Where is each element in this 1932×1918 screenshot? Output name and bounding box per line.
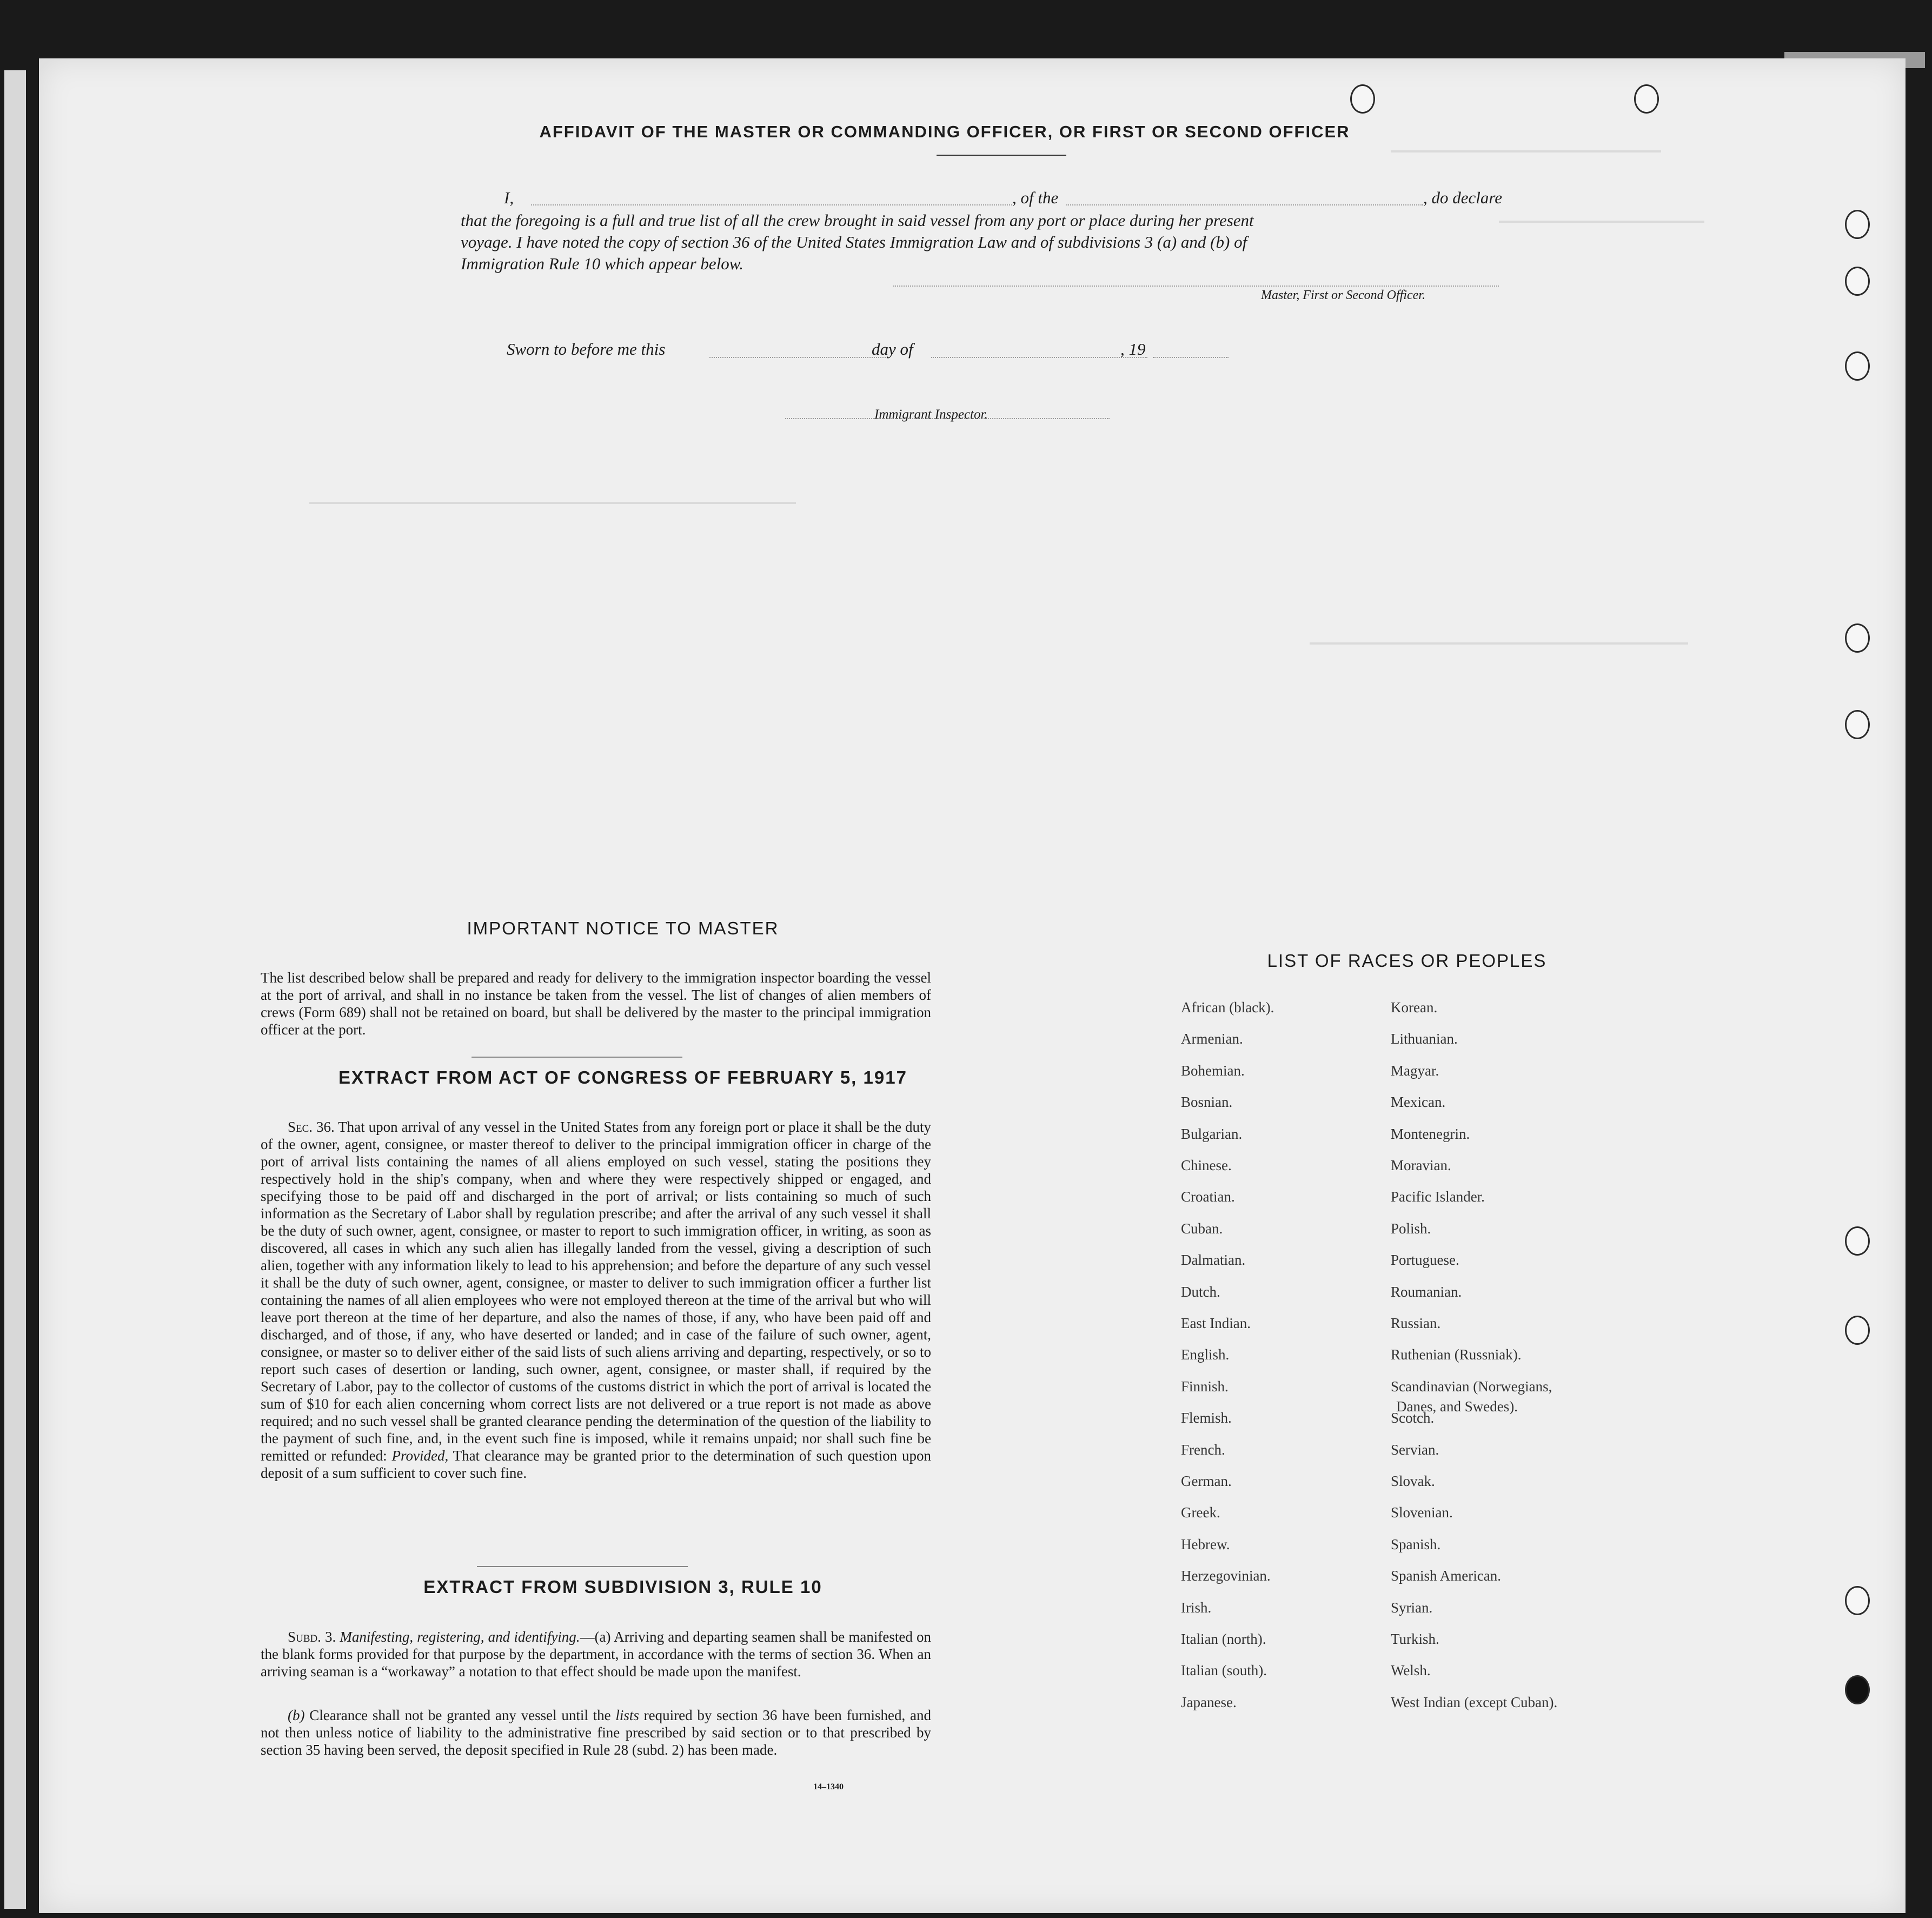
binder-hole [1350, 84, 1375, 114]
sec-36-text: That upon arrival of any vessel in the United States from any foreign port or place it shall be the duty of the owner, agent, consignee, or master thereof to deliver to the principal immigration officer in charge of the port of arrival lists containing the names of all aliens employed on such vessel, stating the positions they respectively hold in the ship's company, when and where they were respectively shipped or engaged, and specifying those to be paid off and discharged in the port of arrival; or lists containing so much of such information as the Secretary of Labor shall by regulation prescribe; and after the arrival of any such vessel it shall be the duty of such owner, agent, consignee, or master to report to such immigration officer, in writing, as soon as discovered, all cases in which any such alien has illegally landed from the vessel, giving a description of such alien, together with any information likely to lead to his apprehension; and before the departure of any such vessel it shall be the duty of such owner, agent, consignee, or master to deliver to such immigration officer a further list containing the names of all alien employees who were not employed thereon at the time of the arrival but who will leave port thereon at the time of her departure, and also the names of those, if any, who have been paid off and discharged, and of those, if any, who have deserted or landed; and in case of the failure of such owner, agent, consignee, or master so to deliver either of the said lists of such aliens arriving and departing, respectively, or so to report such cases of desertion or landing, such owner, agent, consignee, or master shall, if required by the Secretary of Labor, pay to the collector of customs of the customs district in which the port of arrival is located the sum of $10 for each alien concerning whom correct lists are not delivered or a true report is not made as above required; and no such vessel shall be granted clearance pending the determination of the question of the liability to the payment of such fine, and, in the event such fine is imposed, while it remains unpaid; nor shall such fine be remitted or refunded: [261, 1119, 932, 1464]
rule-extract-title: EXTRACT FROM SUBDIVISION 3, RULE 10 [423, 1577, 822, 1597]
races-title: LIST OF RACES OR PEOPLES [1267, 951, 1547, 971]
binder-hole [1845, 1226, 1870, 1256]
race-item: West Indian (except Cuban). [1391, 1694, 1558, 1710]
race-item: Moravian. [1391, 1157, 1451, 1173]
race-item: Armenian. [1181, 1031, 1243, 1047]
rule-para-b [261, 1707, 931, 1758]
sworn-day-blank[interactable] [709, 357, 888, 358]
affidavit-i-label: I, [504, 188, 514, 207]
binder-hole [1845, 1586, 1870, 1615]
race-item: Croatian. [1181, 1189, 1235, 1205]
left-page-edge [4, 70, 26, 1909]
binder-hole [1845, 210, 1870, 239]
race-item: Finnish. [1181, 1378, 1229, 1395]
declare-label: , do declare [1423, 188, 1503, 207]
sec-36-text-end: That clearance may be granted prior to the determination of such question upon deposit of a sum sufficient to cover such fine. [261, 1448, 932, 1481]
race-item: Korean. [1391, 999, 1438, 1016]
race-item: Magyar. [1391, 1063, 1439, 1079]
affidavit-title: AFFIDAVIT OF THE MASTER OR COMMANDING OFFICER, OR FIRST OR SECOND OFFICER [539, 122, 1350, 141]
race-item: Syrian. [1391, 1600, 1433, 1616]
form-number: 14–1340 [813, 1782, 844, 1791]
sworn-month-blank[interactable] [931, 357, 1147, 358]
race-item: Italian (south). [1181, 1662, 1267, 1678]
title-underline [937, 155, 1066, 156]
race-item: Scandinavian (Norwegians, [1391, 1378, 1552, 1395]
act-extract-title: EXTRACT FROM ACT OF CONGRESS OF FEBRUARY 5, 1917 [338, 1067, 907, 1087]
affidavit-line-2: that the foregoing is a full and true list of all the crew brought in said vessel from any port or place during her present [461, 211, 1254, 230]
master-signature-blank[interactable] [893, 286, 1499, 287]
race-item: Spanish American. [1391, 1568, 1501, 1584]
subd-heading: Manifesting, registering, and identifying. [340, 1629, 580, 1645]
provided-label: Provided, [391, 1448, 449, 1464]
race-item: African (black). [1181, 999, 1274, 1016]
section-divider [477, 1566, 688, 1567]
race-item: Chinese. [1181, 1157, 1232, 1173]
para-b-lists: lists [615, 1707, 639, 1723]
binder-hole [1634, 84, 1659, 114]
subd-label: Subd. 3. [288, 1629, 336, 1645]
race-item: German. [1181, 1473, 1232, 1489]
race-item: Pacific Islander. [1391, 1189, 1485, 1205]
notice-title: IMPORTANT NOTICE TO MASTER [467, 918, 779, 938]
binder-hole [1845, 1675, 1870, 1704]
para-b-pre: Clearance shall not be granted any vessel until the [309, 1707, 611, 1723]
race-item: Portuguese. [1391, 1252, 1459, 1268]
race-item: Italian (north). [1181, 1631, 1266, 1647]
race-item: Cuban. [1181, 1220, 1223, 1237]
race-item: Herzegovinian. [1181, 1568, 1271, 1584]
notice-body: The list described below shall be prepared and ready for delivery to the immigration inspector boarding the vessel at the port of arrival, and shall in no instance be taken from the vessel. The list of changes of alien members of crews (Form 689) shall not be retained on board, but shall be delivered by the master to the principal immigration officer at the port. [261, 970, 931, 1038]
affidavit-line-3: voyage. I have noted the copy of section 36 of the United States Immigration Law and of subdivisions 3 (a) and (b) of [461, 233, 1247, 251]
year-label: , 19 [1120, 340, 1146, 359]
races-left-column [1174, 1005, 1180, 1010]
binder-hole [1845, 351, 1870, 381]
race-item-continuation: Danes, and Swedes). [1396, 1398, 1518, 1415]
act-extract-body [261, 1118, 931, 1482]
race-item: Slovak. [1391, 1473, 1435, 1489]
sworn-label: Sworn to before me this [507, 340, 666, 359]
bleed-through-mark [1391, 150, 1661, 152]
rule-para-a [261, 1628, 931, 1680]
bleed-through-mark [309, 502, 796, 504]
vessel-blank[interactable] [1066, 204, 1423, 205]
subd-para-a-text: —(a) Arriving and departing seamen shall be manifested on the blank forms provided for that purpose by the department, in accordance with the terms of section 36. When an arriving seaman is a “workaway” a notation to that effect should be made upon the manifest. [261, 1629, 931, 1680]
race-item: English. [1181, 1346, 1230, 1363]
race-item: Hebrew. [1181, 1536, 1230, 1552]
race-item: East Indian. [1181, 1315, 1251, 1331]
race-item: Flemish. [1181, 1410, 1232, 1426]
race-item: Greek. [1181, 1504, 1220, 1521]
race-item: Mexican. [1391, 1094, 1446, 1110]
binder-hole [1845, 1316, 1870, 1345]
race-item: Slovenian. [1391, 1504, 1453, 1521]
affidavit-line-4: Immigration Rule 10 which appear below. [461, 254, 743, 273]
of-the-label: , of the [1012, 188, 1059, 207]
race-item: Russian. [1391, 1315, 1441, 1331]
sec-36-label: Sec. 36. [288, 1119, 335, 1135]
race-item: French. [1181, 1442, 1225, 1458]
para-b-post: required by section 36 have been furnished, and not then unless notice of liability to the administrative fine prescribed by said section or to that prescribed by section 35 having been served, the deposit specified in Rule 28 (subd. 2) has been made. [261, 1707, 932, 1758]
binder-hole [1845, 267, 1870, 296]
inspector-label: Immigrant Inspector. [874, 407, 988, 422]
race-item: Ruthenian (Russniak). [1391, 1346, 1522, 1363]
document-sheet [39, 58, 1906, 1913]
sworn-year-blank[interactable] [1153, 357, 1229, 358]
race-item: Polish. [1391, 1220, 1431, 1237]
race-item: Bulgarian. [1181, 1126, 1243, 1142]
race-item: Turkish. [1391, 1631, 1439, 1647]
race-item: Servian. [1391, 1442, 1439, 1458]
race-item: Montenegrin. [1391, 1126, 1470, 1142]
name-blank[interactable] [531, 204, 1012, 205]
binder-hole [1845, 710, 1870, 739]
section-divider [472, 1057, 682, 1058]
race-item: Japanese. [1181, 1694, 1237, 1710]
race-item: Scotch. [1391, 1410, 1435, 1426]
race-item: Roumanian. [1391, 1284, 1462, 1300]
race-item: Irish. [1181, 1600, 1212, 1616]
race-item: Bosnian. [1181, 1094, 1233, 1110]
bleed-through-mark [1310, 642, 1688, 645]
master-signature-label: Master, First or Second Officer. [1261, 288, 1425, 302]
race-item: Bohemian. [1181, 1063, 1245, 1079]
race-item: Dutch. [1181, 1284, 1220, 1300]
race-item: Dalmatian. [1181, 1252, 1246, 1268]
race-item: Lithuanian. [1391, 1031, 1458, 1047]
day-of-label: day of [872, 340, 913, 359]
race-item: Welsh. [1391, 1662, 1431, 1678]
para-b-label: (b) [288, 1707, 305, 1723]
binder-hole [1845, 623, 1870, 653]
race-item: Spanish. [1391, 1536, 1441, 1552]
